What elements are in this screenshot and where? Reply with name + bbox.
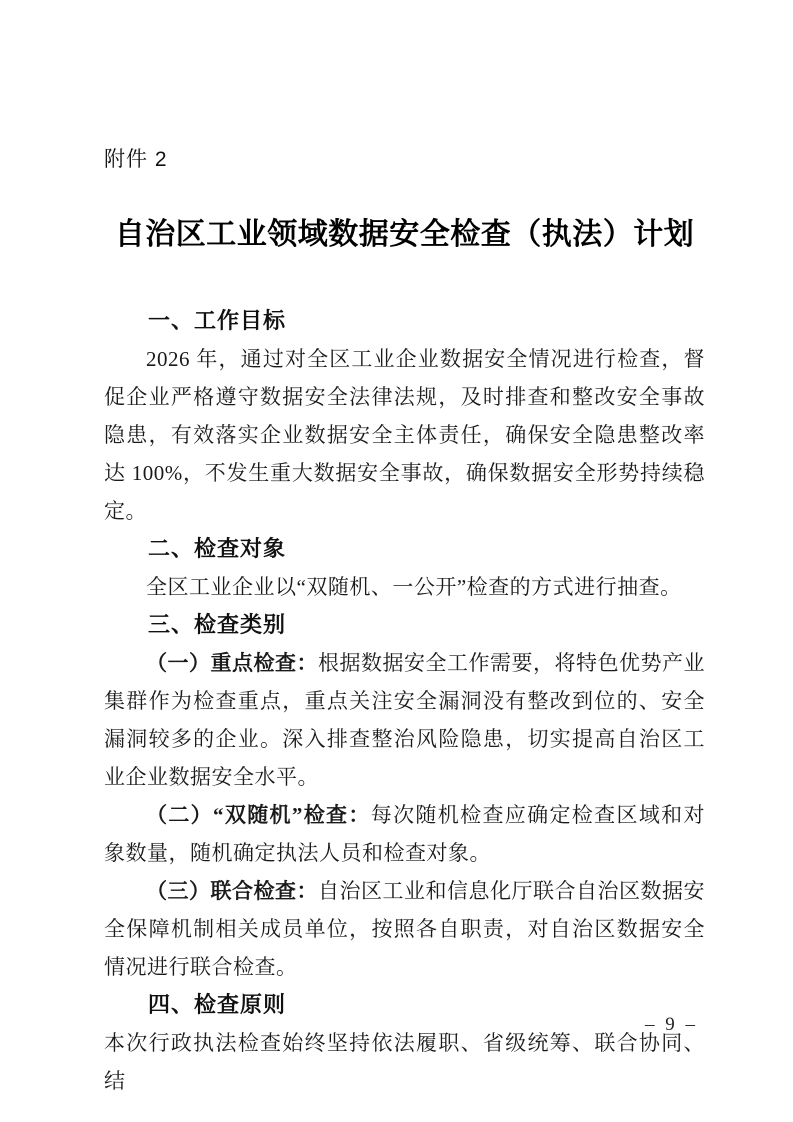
attachment-label: 附件 2 — [104, 148, 168, 171]
section-heading: 三、检查类别 — [148, 612, 287, 637]
document-content — [104, 147, 705, 1100]
paragraph: （一）重点检查：根据数据安全工作需要，将特色优势产业集群作为检查重点，重点关注安全漏洞没有整改到位的、安全漏洞较多的企业。深入排查整治风险隐患，切实提高自治区工业企业数据安全水平。 — [104, 651, 705, 789]
paragraph-lead-in: （二）“双随机”检查： — [146, 803, 371, 827]
paragraph: 本次行政执法检查始终坚持依法履职、省级统筹、联合协同、结 — [104, 1031, 705, 1093]
paragraph-lead-in: （一）重点检查： — [146, 651, 318, 675]
section-heading: 一、工作目标 — [148, 308, 287, 333]
paragraph-lead-in: （三）联合检查： — [146, 879, 318, 903]
paragraph: 2026 年，通过对全区工业企业数据安全情况进行检查，督促企业严格遵守数据安全法律法规，及时排查和整改安全事故隐患，有效落实企业数据安全主体责任，确保安全隐患整改率达 100%，不发生重大数据安全事故，确保数据安全形势持续稳定。 — [104, 347, 705, 523]
section-heading: 二、检查对象 — [148, 536, 287, 561]
paragraph: 全区工业企业以“双随机、一公开”检查的方式进行抽查。 — [146, 575, 682, 599]
document-title: 自治区工业领域数据安全检查（执法）计划 — [114, 218, 695, 251]
page-number: – 9 – — [645, 1014, 698, 1035]
paragraph: （三）联合检查：自治区工业和信息化厅联合自治区数据安全保障机制相关成员单位，按照各自职责，对自治区数据安全情况进行联合检查。 — [104, 879, 705, 979]
document-body — [104, 302, 705, 1100]
section-heading: 四、检查原则 — [148, 992, 287, 1017]
paragraph: （二）“双随机”检查：每次随机检查应确定检查区域和对象数量，随机确定执法人员和检查对象。 — [104, 803, 706, 865]
